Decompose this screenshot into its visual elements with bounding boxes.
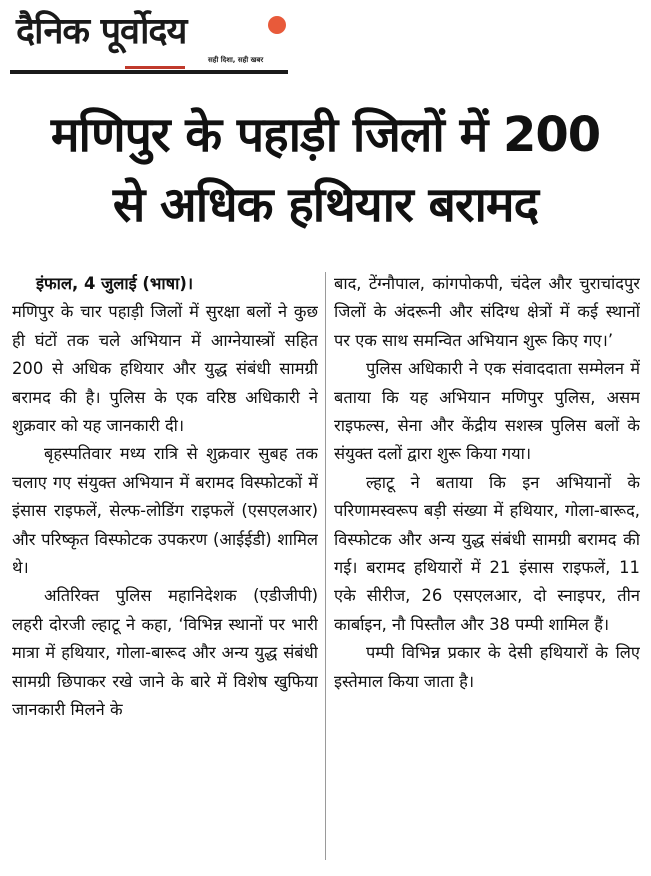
article-column-left (12, 270, 318, 860)
article-dateline: इंफाल, 4 जुलाई (भाषा)। (36, 274, 194, 293)
article-column-right (334, 270, 640, 860)
column-divider (325, 272, 326, 860)
paragraph: मणिपुर के चार पहाड़ी जिलों में सुरक्षा बलों ने कुछ ही घंटों तक चले अभियान में आग्नेयास्त्रों सहित 200 से अधिक हथियार और युद्ध संबंधी सामग्री बरामद की है। पुलिस के एक वरिष्ठ अधिकारी ने शुक्रवार को यह जानकारी दी। (12, 302, 318, 436)
paragraph: पम्पी विभिन्न प्रकार के देसी हथियारों के लिए इस्तेमाल किया जाता है। (334, 643, 640, 691)
paragraph: पुलिस अधिकारी ने एक संवाददाता सम्मेलन में बताया कि यह अभियान मणिपुर पुलिस, असम राइफल्स, सेना और केंद्रीय सशस्त्र पुलिस बलों के संयुक्त दलों द्वारा शुरू किया गया। (334, 359, 640, 464)
masthead-dot-icon (268, 16, 286, 34)
paragraph: ल्हाटू ने बताया कि इन अभियानों के परिणामस्वरूप बड़ी संख्या में हथियार, गोला-बारूद, विस्फोटक और अन्य युद्ध संबंधी सामग्री बरामद की गई। बरामद हथियारों में 21 इंसास राइफलें, 11 एके सीरीज, 26 एसएलआर, दो स्नाइपर, तीन कार्बाइन, नौ पिस्तौल और 38 पम्पी शामिल हैं। (334, 472, 640, 634)
masthead-rule (10, 70, 288, 74)
newspaper-name: दैनिक पूर्वोदय (16, 11, 187, 52)
newspaper-tagline: सही दिशा, सही खबर (208, 56, 264, 64)
paragraph: अतिरिक्त पुलिस महानिदेशक (एडीजीपी) लहरी दोरजी ल्हाटू ने कहा, ‘विभिन्न स्थानों पर भारी मात्रा में हथियार, गोला-बारूद और अन्य युद्ध संबंधी सामग्री छिपाकर रखे जाने के बारे में विशेष खुफिया जानकारी मिलने के (12, 586, 318, 720)
masthead (10, 6, 290, 74)
article-headline (14, 100, 637, 240)
headline-line-2: से अधिक हथियार बरामद (112, 177, 539, 233)
masthead-accent-line (125, 66, 185, 69)
headline-line-1: मणिपुर के पहाड़ी जिलों में 200 (50, 107, 601, 163)
paragraph: बाद, टेंग्नौपाल, कांगपोकपी, चंदेल और चुराचांदपुर जिलों के अंदरूनी और संदिग्ध क्षेत्रों में कई स्थानों पर एक साथ समन्वित अभियान शुरू किए गए।’ (334, 274, 640, 350)
paragraph: बृहस्पतिवार मध्य रात्रि से शुक्रवार सुबह तक चलाए गए संयुक्त अभियान में बरामद विस्फोटकों में इंसास राइफलें, सेल्फ-लोडिंग राइफलें (एसएलआर) और परिष्कृत विस्फोटक उपकरण (आईईडी) शामिल थे। (12, 444, 318, 578)
